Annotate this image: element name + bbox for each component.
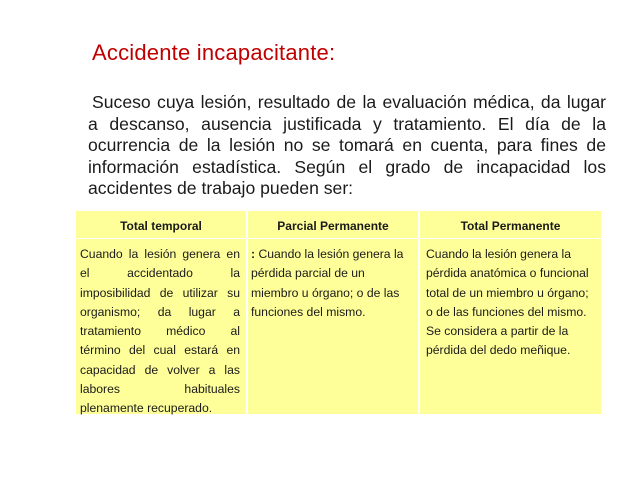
header-parcial-permanente: Parcial Permanente <box>248 211 420 239</box>
header-total-temporal: Total temporal <box>76 211 248 239</box>
cell-total-permanente: Cuando la lesión genera la pérdida anatómica o funcional total de un miembro u órgano; o de las funciones del mismo. Se considera a partir de la pérdida del dedo meñique. <box>426 247 589 358</box>
incapacity-types-table <box>76 211 601 414</box>
slide-title: Accidente incapacitante: <box>92 40 336 65</box>
header-total-permanente: Total Permanente <box>420 211 601 239</box>
cell-prefix-colon: : <box>251 247 256 261</box>
cell-parcial-permanente-text: Cuando la lesión genera la pérdida parcial de un miembro u órgano; o de las funciones del mismo. <box>251 247 404 319</box>
intro-paragraph: Suceso cuya lesión, resultado de la evaluación médica, da lugar a descanso, ausencia justificada y tratamiento. El día de la ocurrencia de la lesión no se tomará en cuenta, para fines de información estadística. Según el grado de incapacidad los accidentes de trabajo pueden ser: <box>88 92 606 198</box>
cell-total-temporal: Cuando la lesión genera en el accidentado la imposibilidad de utilizar su organismo; da lugar a tratamiento médico al término del cual estará en capacidad de volver a las labores habituales plenamente recuperado. <box>76 239 248 414</box>
cell-parcial-permanente <box>248 239 420 414</box>
